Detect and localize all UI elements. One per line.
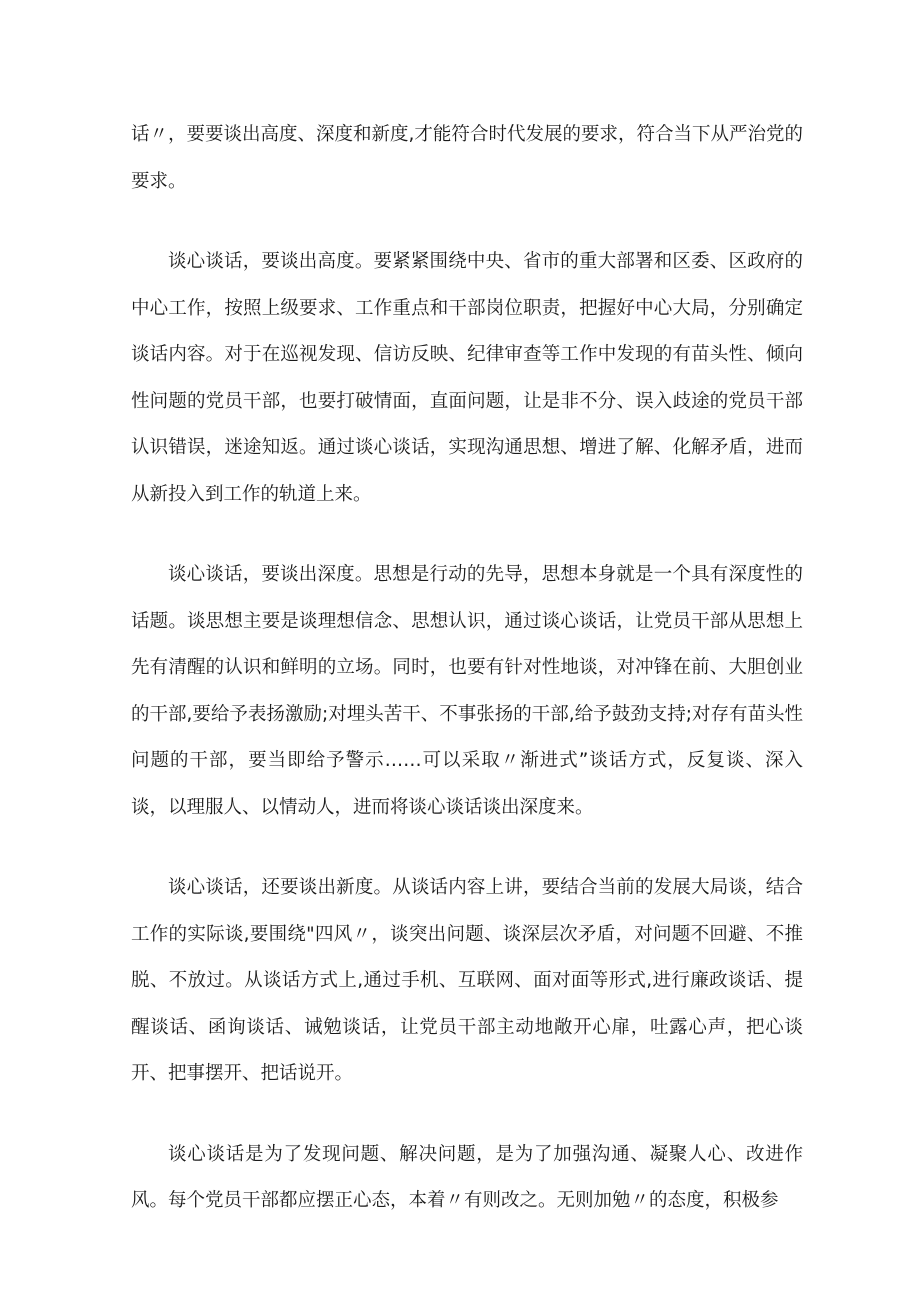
paragraph-height: 谈心谈话，要谈出高度。要紧紧围绕中央、省市的重大部署和区委、区政府的中心工作，按照上级要求、工作重点和干部岗位职责，把握好中心大局，分别确定谈话内容。对于在巡视发现、信访反映、纪律审查等工作中发现的有苗头性、倾向性问题的党员干部，也要打破情面，直面问题，让是非不分、误入歧途的党员干部认识错误，迷途知返。通过谈心谈话，实现沟通思想、增进了解、化解矛盾，进而从新投入到工作的轨道上来。 [131,251,803,505]
paragraph-depth: 谈心谈话，要谈出深度。思想是行动的先导，思想本身就是一个具有深度性的话题。谈思想主要是谈理想信念、思想认识，通过谈心谈话，让党员干部从思想上先有清醒的认识和鲜明的立场。同时，也要有针对性地谈，对冲锋在前、大胆创业的干部,要给予表扬激励;对埋头苦干、不事张扬的干部,给予鼓劲支持;对存有苗头性问题的干部，要当即给予警示……可以采取〃渐进式”谈话方式，反复谈、深入谈，以理服人、以情动人，进而将谈心谈话谈出深度来。 [131,564,803,818]
paragraph-novelty: 谈心谈话，还要谈出新度。从谈话内容上讲，要结合当前的发展大局谈，结合工作的实际谈,要围绕"四风〃，谈突出问题、谈深层次矛盾，对问题不回避、不推脱、不放过。从谈话方式上,通过手机、互联网、面对面等形式,进行廉政谈话、提醒谈话、函询谈话、诫勉谈话，让党员干部主动地敞开心扉，吐露心声，把心谈开、把事摆开、把话说开。 [131,877,803,1084]
paragraph-continuation: 话〃，要要谈出高度、深度和新度,才能符合时代发展的要求，符合当下从严治党的要求。 [131,124,803,192]
paragraph-purpose: 谈心谈话是为了发现问题、解决问题，是为了加强沟通、凝聚人心、改进作风。每个党员干部都应摆正心态，本着〃有则改之。无则加勉〃的态度，积极参 [131,1143,803,1211]
document-body [131,112,803,1259]
